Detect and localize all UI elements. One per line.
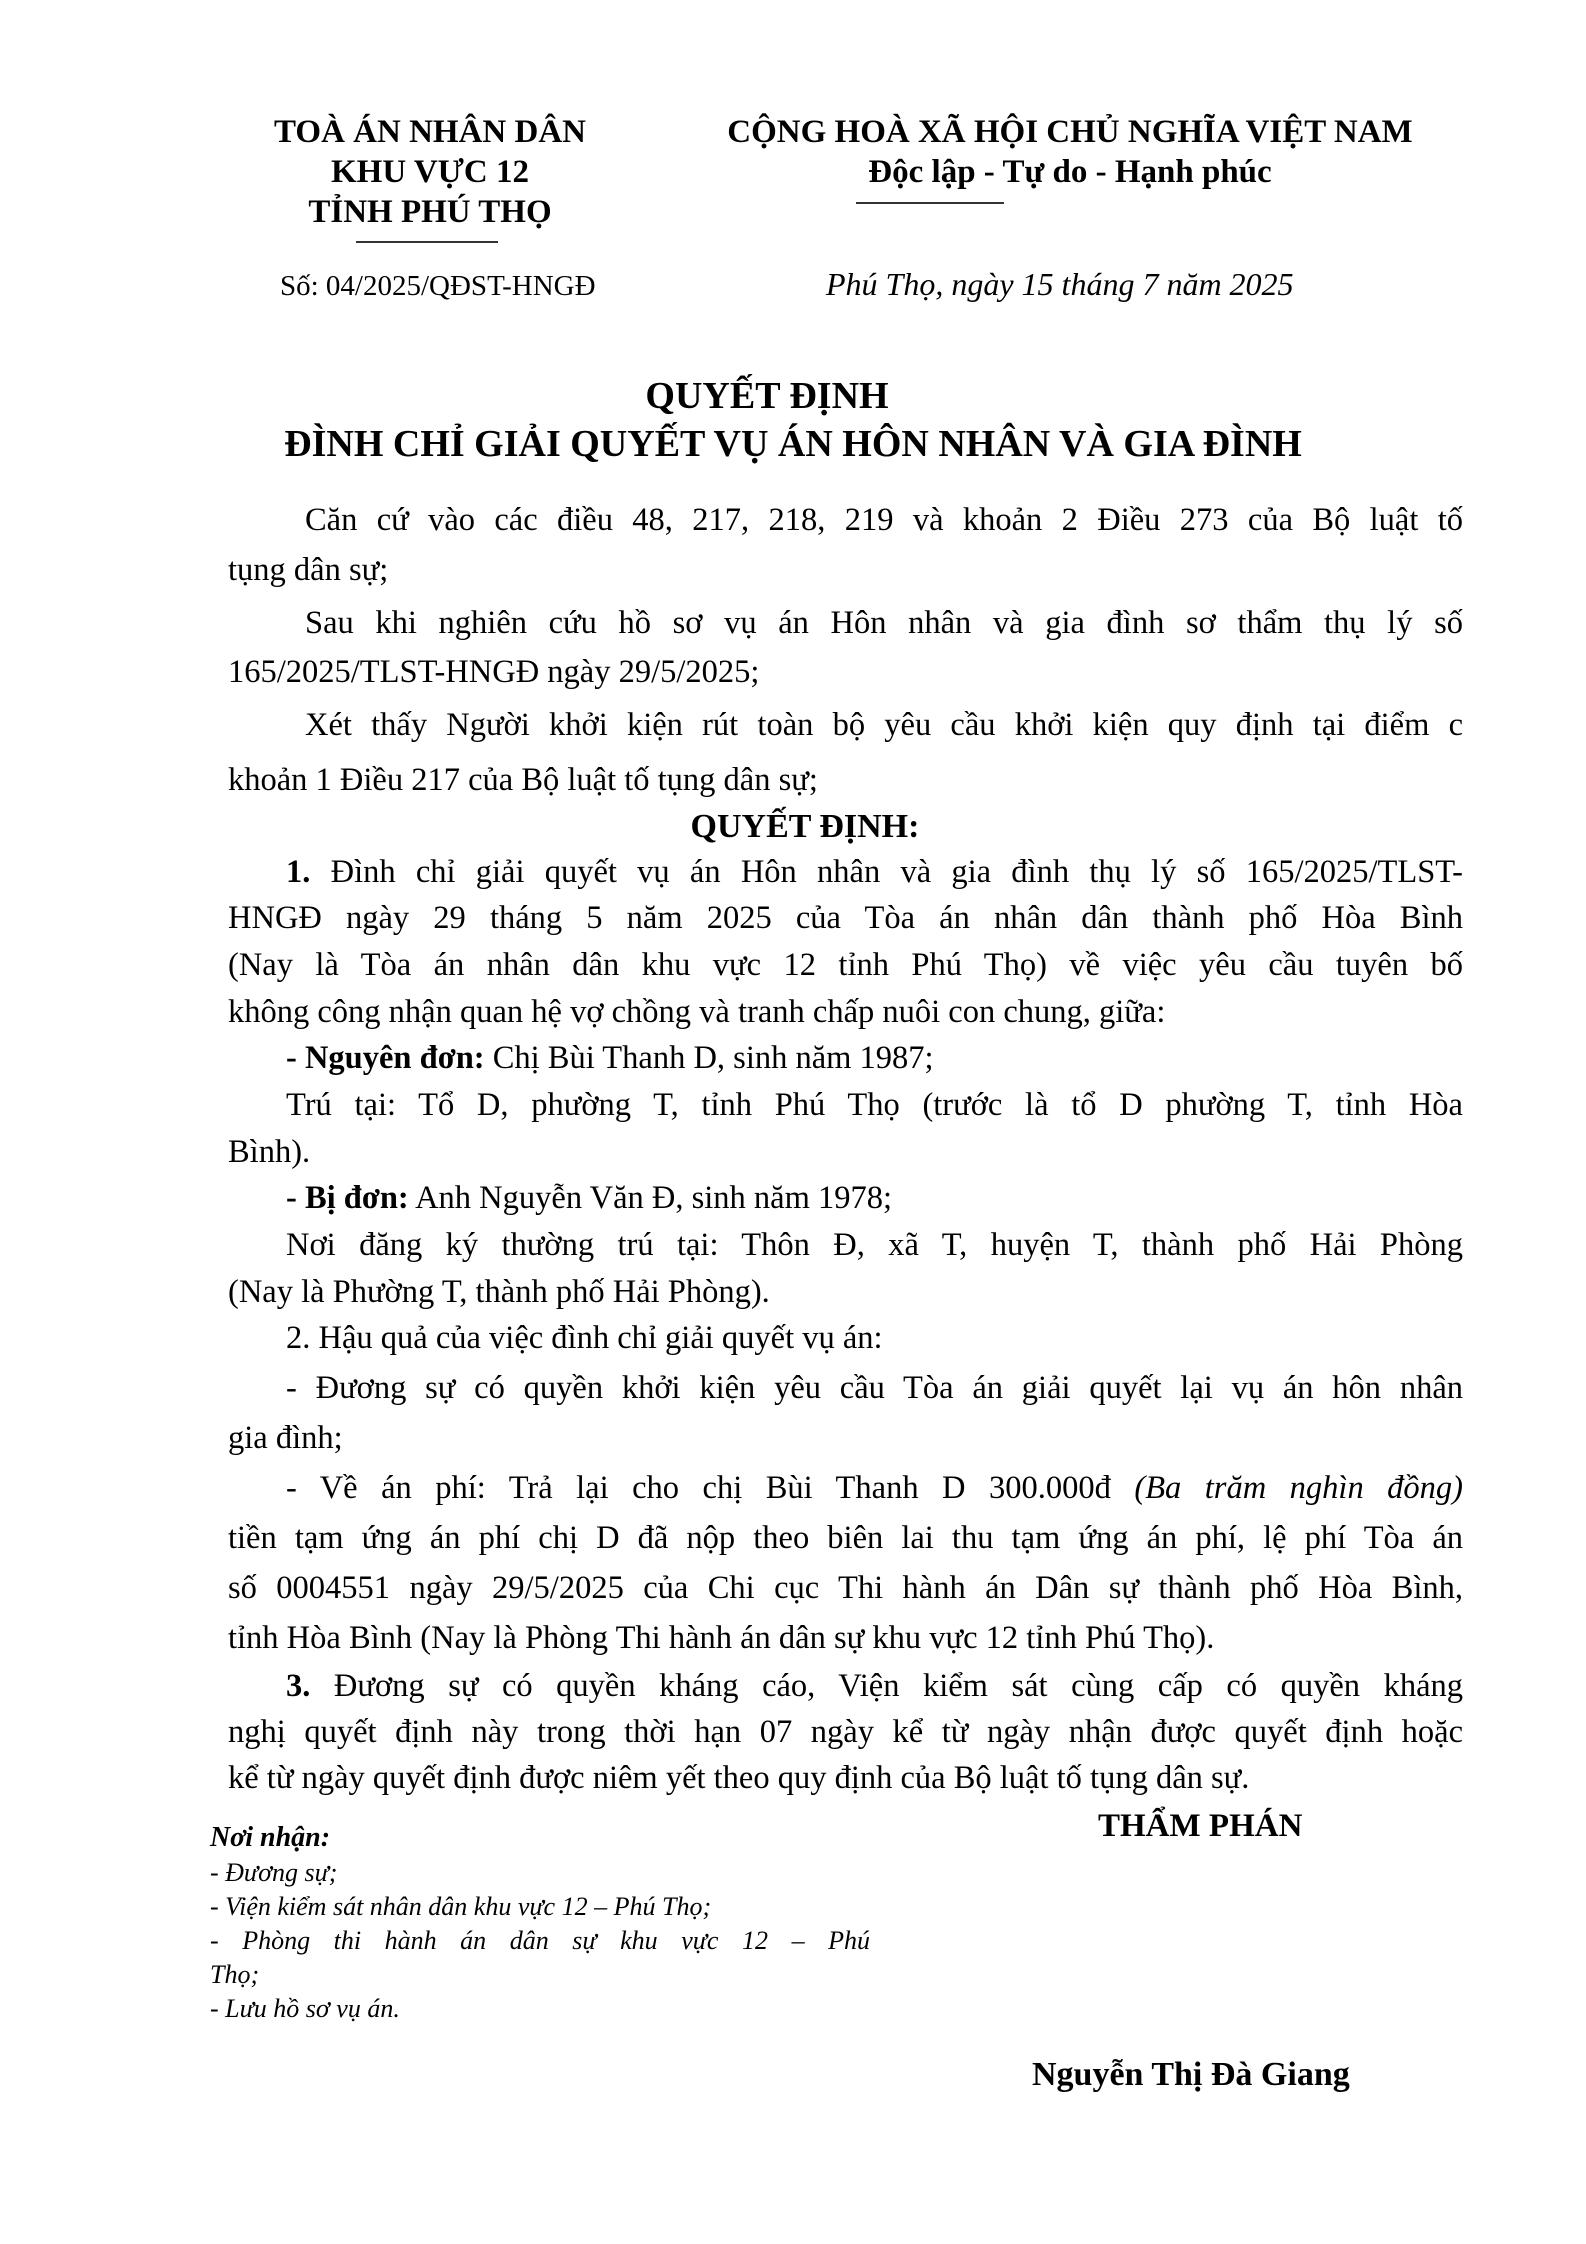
recipient-item: Thọ; bbox=[210, 1960, 260, 1989]
court-name-line: KHU VỰC 12 bbox=[331, 154, 529, 190]
decision-item-3 bbox=[286, 1666, 1463, 1706]
signer-name: Nguyễn Thị Đà Giang bbox=[1032, 2056, 1350, 2093]
decision-line: không công nhận quan hệ vợ chồng và tranh chấp nuôi con chung, giữa: bbox=[228, 994, 1166, 1030]
defendant-address: (Nay là Phường T, thành phố Hải Phòng). bbox=[228, 1274, 770, 1310]
defendant-value: Anh Nguyễn Văn Đ, sinh năm 1978; bbox=[408, 1180, 893, 1216]
decision-item-2: 2. Hậu quả của việc đình chỉ giải quyết vụ án: bbox=[286, 1320, 883, 1356]
decision-line: - Đương sự có quyền khởi kiện yêu cầu Tòa án giải quyết lại vụ án hôn nhân bbox=[286, 1370, 1463, 1406]
court-underline bbox=[356, 241, 498, 243]
item-text: Đương sự có quyền kháng cáo, Viện kiểm sát cùng cấp có quyền kháng bbox=[310, 1668, 1463, 1704]
decision-line: nghị quyết định này trong thời hạn 07 ngày kể từ ngày nhận được quyết định hoặc bbox=[228, 1714, 1463, 1750]
item-number: 3. bbox=[286, 1668, 311, 1704]
plaintiff-value: Chị Bùi Thanh D, sinh năm 1987; bbox=[484, 1040, 934, 1076]
preamble-line: 165/2025/TLST-HNGĐ ngày 29/5/2025; bbox=[228, 654, 760, 690]
motto-underline bbox=[856, 202, 1004, 204]
decision-line: tiền tạm ứng án phí chị D đã nộp theo biên lai thu tạm ứng án phí, lệ phí Tòa án bbox=[228, 1520, 1463, 1556]
signer-title: THẨM PHÁN bbox=[1098, 1808, 1303, 1844]
court-name bbox=[230, 112, 630, 232]
preamble-line: khoản 1 Điều 217 của Bộ luật tố tụng dân sự; bbox=[228, 762, 818, 798]
recipient-item: - Lưu hồ sơ vụ án. bbox=[210, 1994, 400, 2023]
court-name-line: TỈNH PHÚ THỌ bbox=[308, 194, 552, 230]
preamble-line: tụng dân sự; bbox=[228, 552, 389, 588]
preamble-line: Sau khi nghiên cứu hồ sơ vụ án Hôn nhân và gia đình sơ thẩm thụ lý số bbox=[305, 605, 1463, 641]
court-fee-words: (Ba trăm nghìn đồng) bbox=[1134, 1470, 1463, 1506]
item-number: 1. bbox=[286, 854, 311, 890]
decision-line: HNGĐ ngày 29 tháng 5 năm 2025 của Tòa án nhân dân thành phố Hòa Bình bbox=[228, 900, 1463, 936]
document-title: QUYẾT ĐỊNH bbox=[645, 375, 889, 417]
decision-heading: QUYẾT ĐỊNH: bbox=[690, 808, 920, 845]
decision-line: kể từ ngày quyết định được niêm yết theo quy định của Bộ luật tố tụng dân sự. bbox=[228, 1760, 1250, 1796]
preamble-line: Xét thấy Người khởi kiện rút toàn bộ yêu cầu khởi kiện quy định tại điểm c bbox=[305, 707, 1463, 743]
preamble-line: Căn cứ vào các điều 48, 217, 218, 219 và khoản 2 Điều 273 của Bộ luật tố bbox=[305, 502, 1463, 538]
document-subtitle: ĐÌNH CHỈ GIẢI QUYẾT VỤ ÁN HÔN NHÂN VÀ GIA ĐÌNH bbox=[284, 423, 1302, 465]
decision-line: gia đình; bbox=[228, 1420, 343, 1456]
country-name: CỘNG HOÀ XÃ HỘI CHỦ NGHĨA VIỆT NAM bbox=[727, 114, 1413, 150]
recipient-item: - Phòng thi hành án dân sự khu vực 12 – Phú bbox=[210, 1926, 870, 1955]
court-fee-line bbox=[286, 1468, 1463, 1508]
plaintiff-line bbox=[286, 1038, 934, 1078]
decision-line: tỉnh Hòa Bình (Nay là Phòng Thi hành án dân sự khu vực 12 tỉnh Phú Thọ). bbox=[228, 1620, 1215, 1656]
plaintiff-address: Trú tại: Tổ D, phường T, tỉnh Phú Thọ (trước là tổ D phường T, tỉnh Hòa bbox=[286, 1087, 1463, 1123]
defendant-line bbox=[286, 1178, 892, 1218]
place-date: Phú Thọ, ngày 15 tháng 7 năm 2025 bbox=[826, 266, 1294, 302]
item-text: Đình chỉ giải quyết vụ án Hôn nhân và gia đình thụ lý số 165/2025/TLST- bbox=[330, 854, 1463, 890]
recipients-heading: Nơi nhận: bbox=[210, 1822, 331, 1853]
decision-line: số 0004551 ngày 29/5/2025 của Chi cục Thi hành án Dân sự thành phố Hòa Bình, bbox=[228, 1570, 1463, 1606]
court-name-line: TOÀ ÁN NHÂN DÂN bbox=[274, 114, 586, 150]
defendant-label: - Bị đơn: bbox=[286, 1180, 409, 1216]
plaintiff-address: Bình). bbox=[228, 1134, 311, 1170]
decision-line: (Nay là Tòa án nhân dân khu vực 12 tỉnh Phú Thọ) về việc yêu cầu tuyên bố bbox=[228, 947, 1463, 983]
document-number: Số: 04/2025/QĐST-HNGĐ bbox=[280, 270, 596, 302]
defendant-address: Nơi đăng ký thường trú tại: Thôn Đ, xã T, huyện T, thành phố Hải Phòng bbox=[286, 1227, 1463, 1263]
court-fee-text: - Về án phí: Trả lại cho chị Bùi Thanh D 300.000đ bbox=[286, 1470, 1135, 1506]
national-motto: Độc lập - Tự do - Hạnh phúc bbox=[868, 154, 1272, 190]
plaintiff-label: - Nguyên đơn: bbox=[286, 1040, 485, 1076]
recipient-item: - Viện kiểm sát nhân dân khu vực 12 – Phú Thọ; bbox=[210, 1892, 712, 1921]
recipient-item: - Đương sự; bbox=[210, 1858, 338, 1887]
decision-item-1 bbox=[286, 852, 1463, 892]
